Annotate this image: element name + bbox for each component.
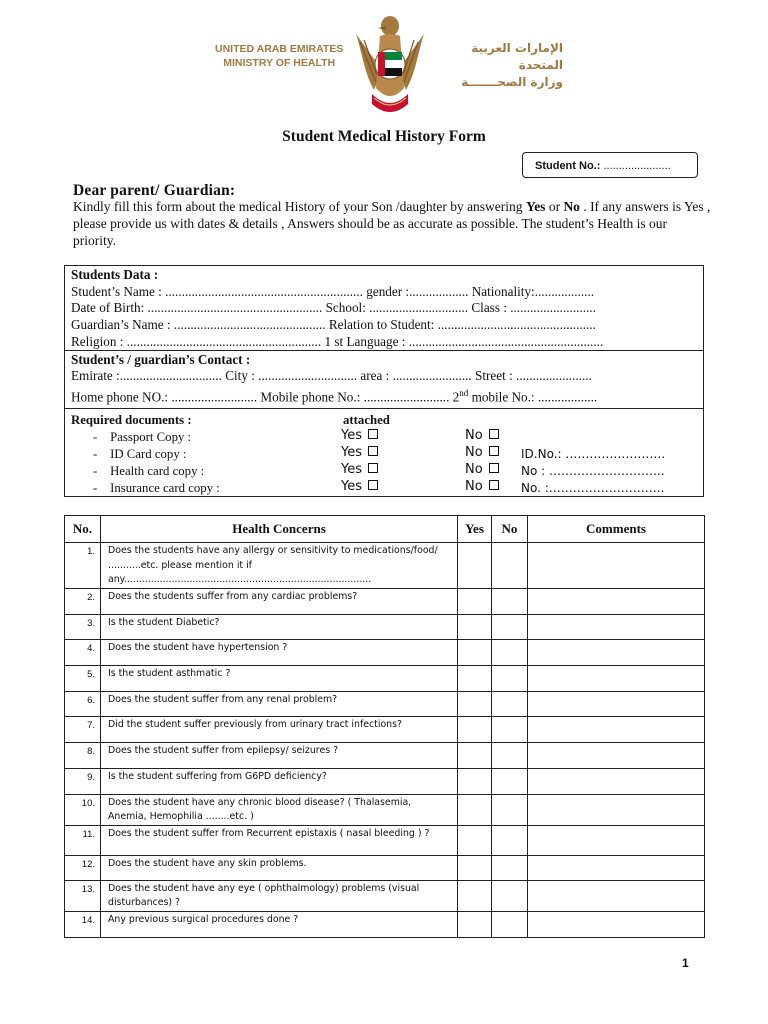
comments-cell[interactable]: [528, 543, 705, 589]
doc-label: ID Card copy :: [110, 447, 187, 461]
table-row: [65, 639, 705, 665]
yes-cell[interactable]: [458, 543, 492, 589]
question: Is the student Diabetic?: [101, 614, 458, 639]
no-cell[interactable]: [492, 639, 528, 665]
row-number: 1.: [65, 543, 101, 589]
yes-label: Yes: [341, 445, 362, 460]
doc-yes-insurance-card[interactable]: [341, 479, 378, 495]
no-cell[interactable]: [492, 588, 528, 614]
no-label: No: [465, 445, 483, 460]
yes-cell[interactable]: [458, 911, 492, 937]
yes-label: Yes: [341, 428, 362, 443]
contact-title: Student’s / guardian’s Contact :: [71, 352, 251, 367]
table-row: [65, 768, 705, 794]
doc-yes-id-card[interactable]: [341, 445, 378, 461]
students-data-title: Students Data :: [71, 267, 159, 282]
no-cell[interactable]: [492, 614, 528, 639]
row-number: 11.: [65, 825, 101, 855]
comments-cell[interactable]: [528, 768, 705, 794]
intro-paragraph: [73, 198, 713, 249]
doc-yes-passport[interactable]: [341, 428, 378, 444]
students-data-box: [64, 265, 704, 497]
row-number: 10.: [65, 794, 101, 825]
row-number: 14.: [65, 911, 101, 937]
header-country: UNITED ARAB EMIRATES: [215, 43, 344, 55]
yes-label: Yes: [341, 479, 362, 494]
no-label: No: [465, 479, 483, 494]
required-documents-title: Required documents :: [71, 413, 192, 427]
intro-text-1: Kindly fill this form about the medical History of your Son /daughter by answering: [73, 199, 526, 214]
comments-cell[interactable]: [528, 691, 705, 716]
doc-item-passport: - Passport Copy :: [93, 430, 192, 444]
header-yes: Yes: [458, 516, 492, 543]
table-row: [65, 742, 705, 768]
table-row: [65, 543, 705, 589]
comments-cell[interactable]: [528, 588, 705, 614]
health-concerns-table: [64, 515, 705, 938]
header-comments: Comments: [528, 516, 705, 543]
insurance-card-number-field[interactable]: No. :………………………..: [521, 481, 665, 495]
table-row: [65, 880, 705, 911]
yes-cell[interactable]: [458, 614, 492, 639]
table-row: [65, 825, 705, 855]
comments-cell[interactable]: [528, 716, 705, 742]
row-number: 12.: [65, 855, 101, 880]
doc-yes-health-card[interactable]: [341, 462, 378, 478]
table-row: [65, 911, 705, 937]
question: Does the student have any eye ( ophthalmology) problems (visual disturbances) ?: [101, 880, 458, 911]
form-title: Student Medical History Form: [282, 128, 486, 145]
yes-cell[interactable]: [458, 825, 492, 855]
question: Is the student asthmatic ?: [101, 665, 458, 691]
student-name-line[interactable]: Student’s Name : ............................................................ gender :.................. Nationality:..................: [71, 284, 595, 299]
emirate-line[interactable]: Emirate :............................... City : .............................. area : ........................ Street : .......................: [71, 368, 592, 383]
row-number: 3.: [65, 614, 101, 639]
row-number: 5.: [65, 665, 101, 691]
doc-no-insurance-card[interactable]: [465, 479, 499, 495]
divider: [65, 408, 703, 409]
yes-cell[interactable]: [458, 665, 492, 691]
header-health-concerns: Health Concerns: [101, 516, 458, 543]
table-row: [65, 716, 705, 742]
question: Does the student have hypertension ?: [101, 639, 458, 665]
student-no-value: ......................: [603, 160, 671, 172]
header-no-answer: No: [492, 516, 528, 543]
comments-cell[interactable]: [528, 911, 705, 937]
phone-line-a: Home phone NO.: .......................... Mobile phone No.: .......................... 2: [71, 389, 460, 405]
no-label: No: [465, 462, 483, 477]
doc-no-passport[interactable]: [465, 428, 499, 444]
header-country-ar: الإمارات العربية المتحدة: [471, 41, 563, 72]
checkbox[interactable]: [368, 446, 378, 456]
doc-label: Insurance card copy :: [110, 481, 220, 495]
no-cell[interactable]: [492, 543, 528, 589]
table-row: [65, 855, 705, 880]
yes-cell[interactable]: [458, 588, 492, 614]
comments-cell[interactable]: [528, 614, 705, 639]
doc-no-health-card[interactable]: [465, 462, 499, 478]
comments-cell[interactable]: [528, 639, 705, 665]
intro-or: or: [545, 199, 564, 214]
checkbox[interactable]: [489, 480, 499, 490]
comments-cell[interactable]: [528, 855, 705, 880]
row-number: 4.: [65, 639, 101, 665]
no-cell[interactable]: [492, 880, 528, 911]
page-number: 1: [682, 956, 689, 970]
yes-cell[interactable]: [458, 855, 492, 880]
doc-label: Passport Copy :: [110, 430, 192, 444]
header-arabic: [445, 40, 563, 91]
question: Does the student have any chronic blood disease? ( Thalasemia, Anemia, Hemophilia ........etc. ): [101, 794, 458, 825]
yes-cell[interactable]: [458, 794, 492, 825]
comments-cell[interactable]: [528, 825, 705, 855]
comments-cell[interactable]: [528, 665, 705, 691]
table-row: [65, 614, 705, 639]
intro-no: No: [563, 199, 580, 214]
phone-line[interactable]: [71, 385, 597, 405]
question: Did the student suffer previously from urinary tract infections?: [101, 716, 458, 742]
row-number: 7.: [65, 716, 101, 742]
header-ministry: MINISTRY OF HEALTH: [223, 57, 336, 69]
question: Does the student suffer from epilepsy/ seizures ?: [101, 742, 458, 768]
checkbox[interactable]: [489, 446, 499, 456]
checkbox[interactable]: [489, 429, 499, 439]
no-cell[interactable]: [492, 825, 528, 855]
row-number: 9.: [65, 768, 101, 794]
intro-yes: Yes: [525, 199, 546, 214]
doc-no-id-card[interactable]: [465, 445, 499, 461]
question: Does the student have any skin problems.: [101, 855, 458, 880]
table-row: [65, 691, 705, 716]
checkbox[interactable]: [368, 463, 378, 473]
no-cell[interactable]: [492, 855, 528, 880]
doc-item-insurance-card: - Insurance card copy :: [93, 481, 220, 495]
question: Is the student suffering from G6PD deficiency?: [101, 768, 458, 794]
attached-label: attached: [343, 413, 390, 427]
row-number: 8.: [65, 742, 101, 768]
comments-cell[interactable]: [528, 880, 705, 911]
row-number: 6.: [65, 691, 101, 716]
question: Does the student suffer from Recurrent epistaxis ( nasal bleeding ) ?: [101, 825, 458, 855]
table-header-row: [65, 516, 705, 543]
student-no-label: Student No.:: [535, 160, 601, 172]
question: Does the students suffer from any cardiac problems?: [101, 588, 458, 614]
question: Any previous surgical procedures done ?: [101, 911, 458, 937]
table-row: [65, 588, 705, 614]
yes-cell[interactable]: [458, 768, 492, 794]
question: Does the student suffer from any renal problem?: [101, 691, 458, 716]
yes-cell[interactable]: [458, 639, 492, 665]
yes-label: Yes: [341, 462, 362, 477]
guardian-name-line[interactable]: Guardian’s Name : .............................................. Relation to Student: ................................................: [71, 317, 596, 332]
yes-cell[interactable]: [458, 742, 492, 768]
no-cell[interactable]: [492, 691, 528, 716]
no-cell[interactable]: [492, 742, 528, 768]
uae-emblem-icon: [352, 12, 428, 120]
no-cell[interactable]: [492, 911, 528, 937]
student-no-field[interactable]: [522, 152, 698, 178]
religion-line[interactable]: Religion : ........................................................... 1 st Language : ...........................................................: [71, 334, 604, 349]
no-cell[interactable]: [492, 716, 528, 742]
doc-item-health-card: - Health card copy :: [93, 464, 205, 478]
intro-text-2: . If any answers is Yes , please provide us with dates & details , Answers should be as accurate as possible. The student’s Health is our priority.: [73, 199, 711, 248]
header-ministry-ar: وزارة الصحـــــــة: [461, 75, 563, 89]
phone-line-sup: nd: [459, 388, 469, 398]
header-english: [215, 42, 343, 70]
table-row: [65, 665, 705, 691]
no-cell[interactable]: [492, 794, 528, 825]
divider: [65, 350, 703, 351]
yes-cell[interactable]: [458, 691, 492, 716]
comments-cell[interactable]: [528, 794, 705, 825]
doc-item-id-card: - ID Card copy :: [93, 447, 187, 461]
no-label: No: [465, 428, 483, 443]
yes-cell[interactable]: [458, 880, 492, 911]
header-no: No.: [65, 516, 101, 543]
checkbox[interactable]: [368, 480, 378, 490]
comments-cell[interactable]: [528, 742, 705, 768]
checkbox[interactable]: [489, 463, 499, 473]
yes-cell[interactable]: [458, 716, 492, 742]
phone-line-b: mobile No.: ..................: [468, 389, 598, 405]
greeting: Dear parent/ Guardian:: [73, 182, 236, 199]
id-number-field[interactable]: ID.No.: …………………….: [521, 447, 666, 461]
doc-label: Health card copy :: [110, 464, 205, 478]
question: Does the students have any allergy or sensitivity to medications/food/ ...........etc. please mention it if any...................................................................................: [101, 543, 458, 589]
date-of-birth-line[interactable]: Date of Birth: ..................................................... School: .............................. Class : ..........................: [71, 300, 596, 315]
table-row: [65, 794, 705, 825]
row-number: 2.: [65, 588, 101, 614]
health-card-number-field[interactable]: No : ………………………..: [521, 464, 665, 478]
row-number: 13.: [65, 880, 101, 911]
no-cell[interactable]: [492, 665, 528, 691]
no-cell[interactable]: [492, 768, 528, 794]
checkbox[interactable]: [368, 429, 378, 439]
